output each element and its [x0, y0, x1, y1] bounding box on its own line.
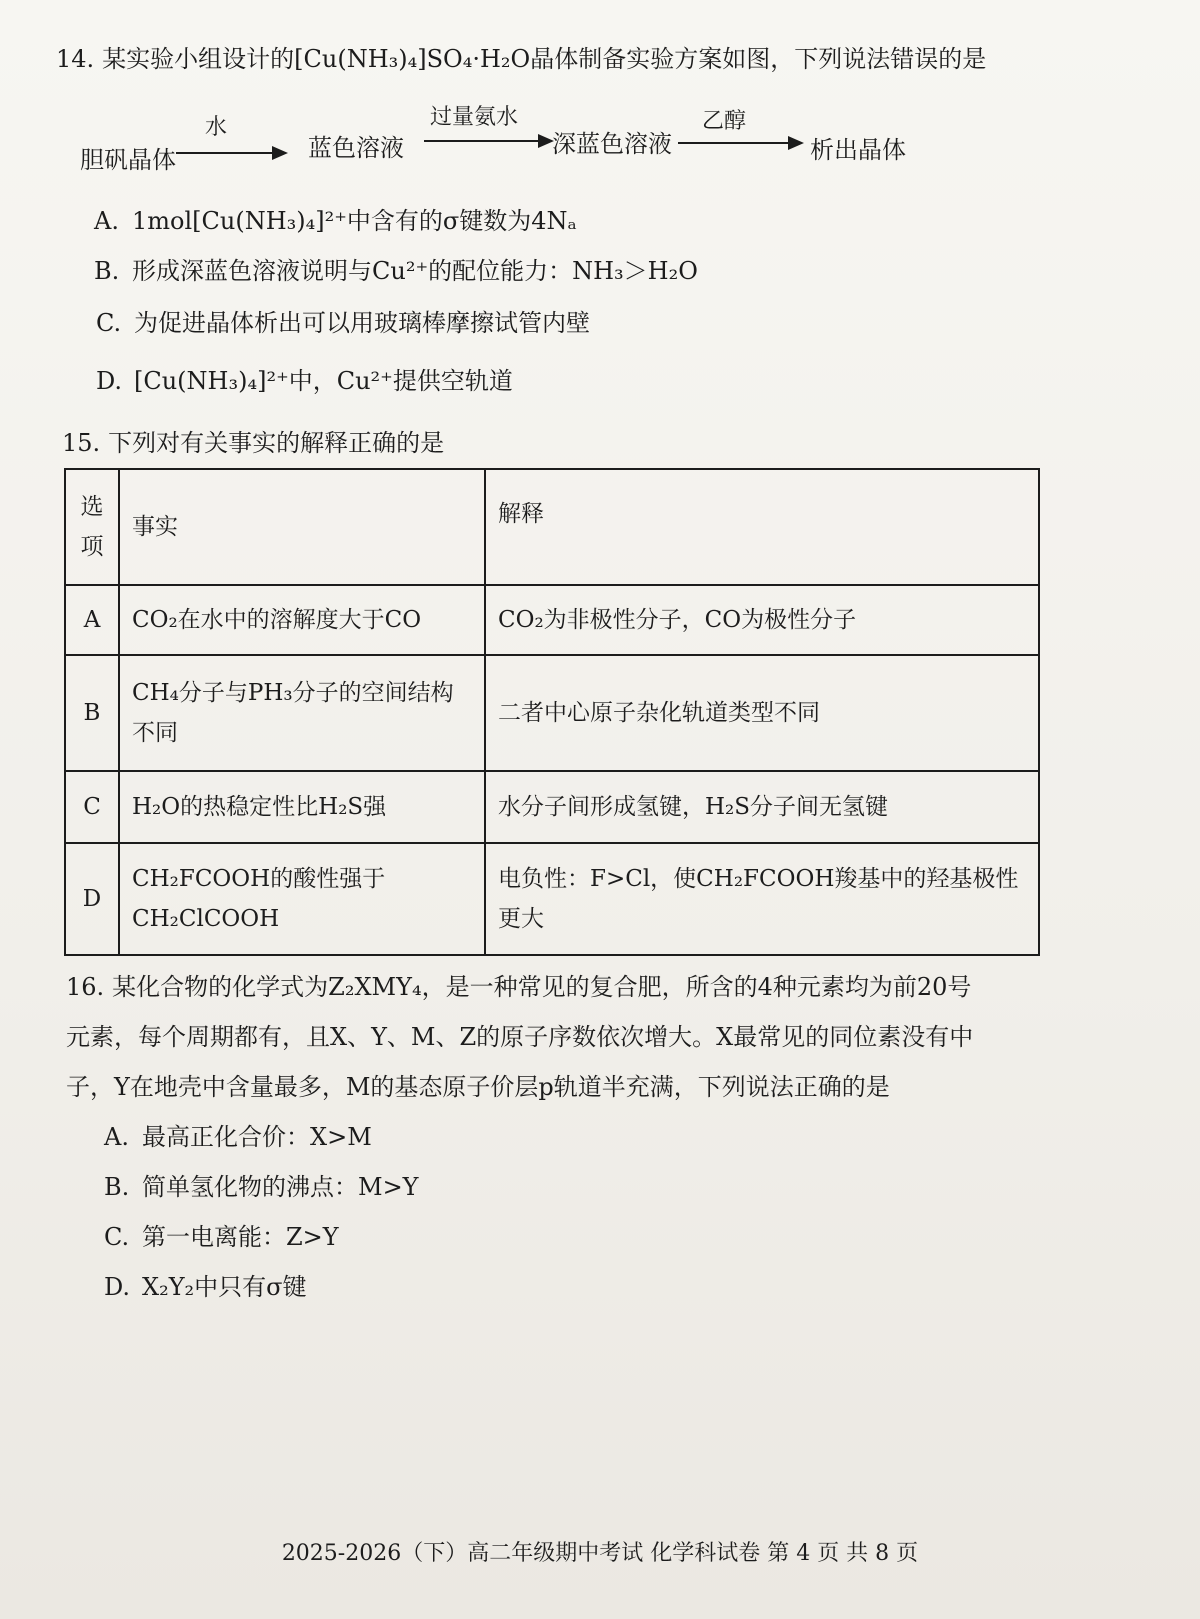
table-row: A CO₂在水中的溶解度大于CO CO₂为非极性分子，CO为极性分子	[65, 585, 1039, 655]
q16-option-b: B. 简单氢化物的沸点：M>Y	[104, 1173, 419, 1201]
q14-number: 14.	[56, 45, 95, 73]
q16-stem-line3: 子，Y在地壳中含量最多，M的基态原子价层p轨道半充满，下列说法正确的是	[66, 1073, 890, 1101]
flow-arrow-2	[424, 140, 540, 142]
q16-number: 16.	[66, 973, 105, 1001]
page-footer: 2025-2026（下）高二年级期中考试 化学科试卷 第 4 页 共 8 页	[281, 1541, 919, 1566]
q16-stem-line1: 16. 某化合物的化学式为Z₂XMY₄，是一种常见的复合肥，所含的4种元素均为前20号	[66, 973, 972, 1001]
flow-step1-label: 水	[205, 115, 228, 140]
q16-option-c: C. 第一电离能：Z>Y	[104, 1223, 339, 1251]
q14-option-d: D. [Cu(NH₃)₄]²⁺中，Cu²⁺提供空轨道	[96, 367, 513, 395]
flow-node1: 蓝色溶液	[308, 134, 404, 162]
q14-option-b: B. 形成深蓝色溶液说明与Cu²⁺的配位能力：NH₃＞H₂O	[94, 257, 698, 285]
table-row: C H₂O的热稳定性比H₂S强 水分子间形成氢键，H₂S分子间无氢键	[65, 771, 1039, 843]
q15-number: 15.	[62, 429, 101, 457]
flow-step3-label: 乙醇	[702, 109, 747, 134]
flow-node3: 析出晶体	[810, 136, 906, 164]
q14-flow-diagram	[0, 0, 1200, 200]
q14-option-c: C. 为促进晶体析出可以用玻璃棒摩擦试管内壁	[96, 309, 590, 337]
q16-stem-line2: 元素，每个周期都有，且X、Y、M、Z的原子序数依次增大。X最常见的同位素没有中	[66, 1023, 974, 1051]
q16-option-a: A. 最高正化合价：X>M	[104, 1123, 372, 1151]
header-option: 选项	[65, 469, 119, 585]
q15-table	[64, 468, 1040, 956]
table-row: B CH₄分子与PH₃分子的空间结构不同 二者中心原子杂化轨道类型不同	[65, 655, 1039, 771]
q14-option-a: A. 1mol[Cu(NH₃)₄]²⁺中含有的σ键数为4Nₐ	[94, 207, 577, 235]
flow-step2-label: 过量氨水	[430, 105, 519, 130]
flow-node2: 深蓝色溶液	[552, 130, 672, 158]
q15-stem	[62, 426, 444, 460]
q14-stem-text: 某实验小组设计的[Cu(NH₃)₄]SO₄·H₂O晶体制备实验方案如图，下列说法错误的是	[102, 45, 987, 73]
flow-arrow-1	[176, 152, 272, 154]
header-explanation: 解释	[485, 469, 1039, 585]
flow-start: 胆矾晶体	[80, 146, 176, 174]
flow-arrow-3	[678, 142, 790, 144]
q16-option-d: D. X₂Y₂中只有σ键	[104, 1273, 307, 1301]
flow-arrow-1-head	[272, 146, 288, 160]
flow-arrow-3-head	[788, 136, 804, 150]
q15-stem-text: 下列对有关事实的解释正确的是	[108, 429, 445, 457]
header-fact: 事实	[119, 469, 485, 585]
table-row: D CH₂FCOOH的酸性强于CH₂ClCOOH 电负性：F>Cl，使CH₂FCOOH羧基中的羟基极性更大	[65, 843, 1039, 955]
table-header-row	[65, 469, 1039, 585]
